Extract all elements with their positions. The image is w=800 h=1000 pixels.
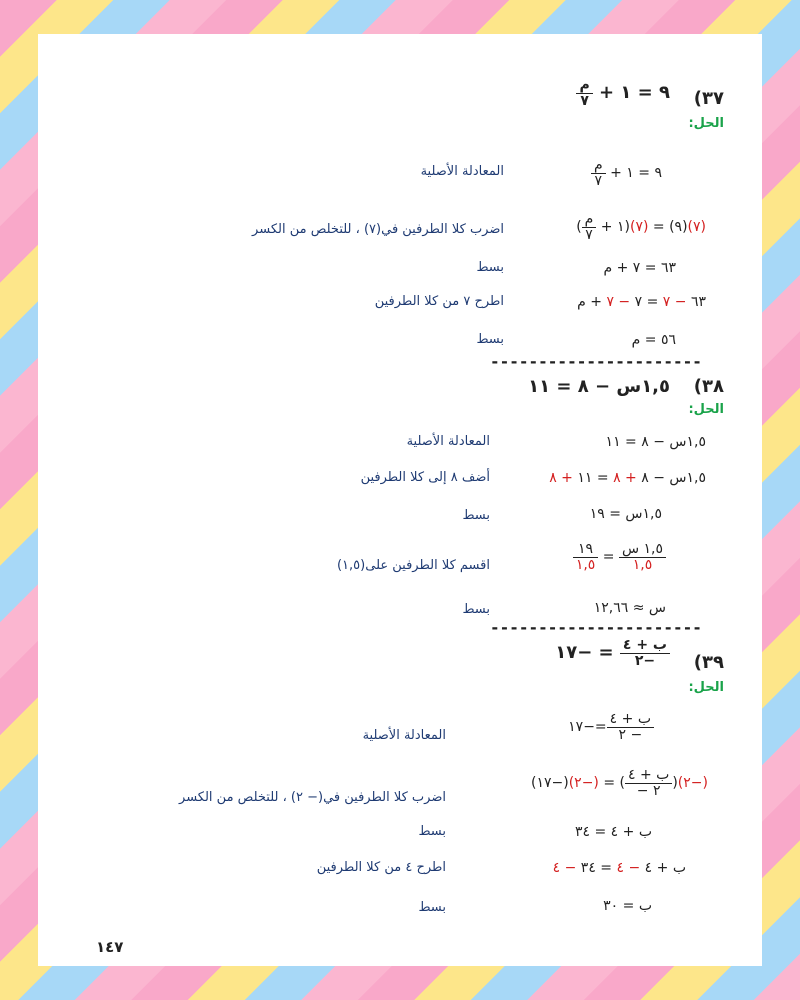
problem-question: ٩ = ١ + $\frac{\text{م}}{٧}$ bbox=[576, 78, 670, 108]
step-description: المعادلة الأصلية bbox=[420, 164, 504, 179]
step-description: بسط bbox=[418, 824, 446, 839]
step-equation: س ≈ ١٢,٦٦ bbox=[593, 600, 666, 616]
step-equation: ١,٥س − ٨ + ٨ = ١١ + ٨ bbox=[549, 470, 706, 486]
step-equation: ١,٥س = ١٩ bbox=[589, 506, 662, 522]
step-description: اطرح ٧ من كلا الطرفين bbox=[374, 294, 504, 309]
step-equation: ١,٥س − ٨ = ١١ bbox=[605, 434, 706, 450]
step-equation: ب + ٤ = ٣٤ bbox=[574, 824, 652, 840]
step-description: المعادلة الأصلية bbox=[362, 728, 446, 743]
problem-question: ١,٥س − ٨ = ١١ bbox=[528, 376, 670, 397]
step-equation: ٩ = ١ + $\frac{\text{م}}{٧}$ bbox=[591, 158, 662, 188]
separator: ---------------------- bbox=[490, 618, 702, 637]
step-equation: (٧)(٩) = (٧)(١ + $\frac{\text{م}}{٧}$ ) bbox=[576, 211, 706, 243]
worksheet-page bbox=[38, 34, 762, 966]
problem-number: ٣٩) bbox=[693, 652, 724, 673]
step-description: أضف ٨ إلى كلا الطرفين bbox=[360, 470, 490, 485]
step-equation: $\frac{\text{ب + ٤}}{- ٢}$ =−١٧ bbox=[568, 712, 654, 742]
page-number: ١٤٧ bbox=[96, 938, 124, 956]
step-equation: ب = ٣٠ bbox=[603, 898, 652, 914]
solution-label: الحل: bbox=[688, 116, 724, 131]
step-description: بسط bbox=[476, 332, 504, 347]
step-equation: (−٢)( $\frac{\text{ب + ٤}}{٢ -}$ ) = (−٢)(−١٧) bbox=[530, 767, 708, 799]
step-description: بسط bbox=[462, 602, 490, 617]
solution-label: الحل: bbox=[688, 680, 724, 695]
step-equation: ٦٣ = ٧ + م bbox=[603, 260, 676, 276]
step-description: اضرب كلا الطرفين في(− ٢) ، للتخلص من الكسر bbox=[179, 790, 446, 805]
step-description: اضرب كلا الطرفين في(٧) ، للتخلص من الكسر bbox=[252, 222, 504, 237]
problem-question: $\frac{\text{ب + ٤}}{-٢}$ = −١٧ bbox=[555, 638, 670, 668]
step-description: اطرح ٤ من كلا الطرفين bbox=[316, 860, 446, 875]
step-equation: $\frac{\text{١,٥ س}}{١,٥}$ = $\frac{١٩}{١,٥}$ bbox=[573, 542, 666, 572]
step-description: اقسم كلا الطرفين على(١,٥) bbox=[336, 558, 490, 573]
solution-label: الحل: bbox=[688, 402, 724, 417]
step-equation: ب + ٤ − ٤ = ٣٤ − ٤ bbox=[552, 860, 686, 876]
step-equation: ٥٦ = م bbox=[631, 332, 676, 348]
problem-number: ٣٨) bbox=[693, 376, 724, 397]
step-description: بسط bbox=[462, 508, 490, 523]
step-description: المعادلة الأصلية bbox=[406, 434, 490, 449]
problem-number: ٣٧) bbox=[693, 88, 724, 109]
step-equation: ٦٣ − ٧ = ٧ − ٧ + م bbox=[577, 294, 706, 310]
step-description: بسط bbox=[476, 260, 504, 275]
separator: ---------------------- bbox=[490, 352, 702, 371]
step-description: بسط bbox=[418, 900, 446, 915]
